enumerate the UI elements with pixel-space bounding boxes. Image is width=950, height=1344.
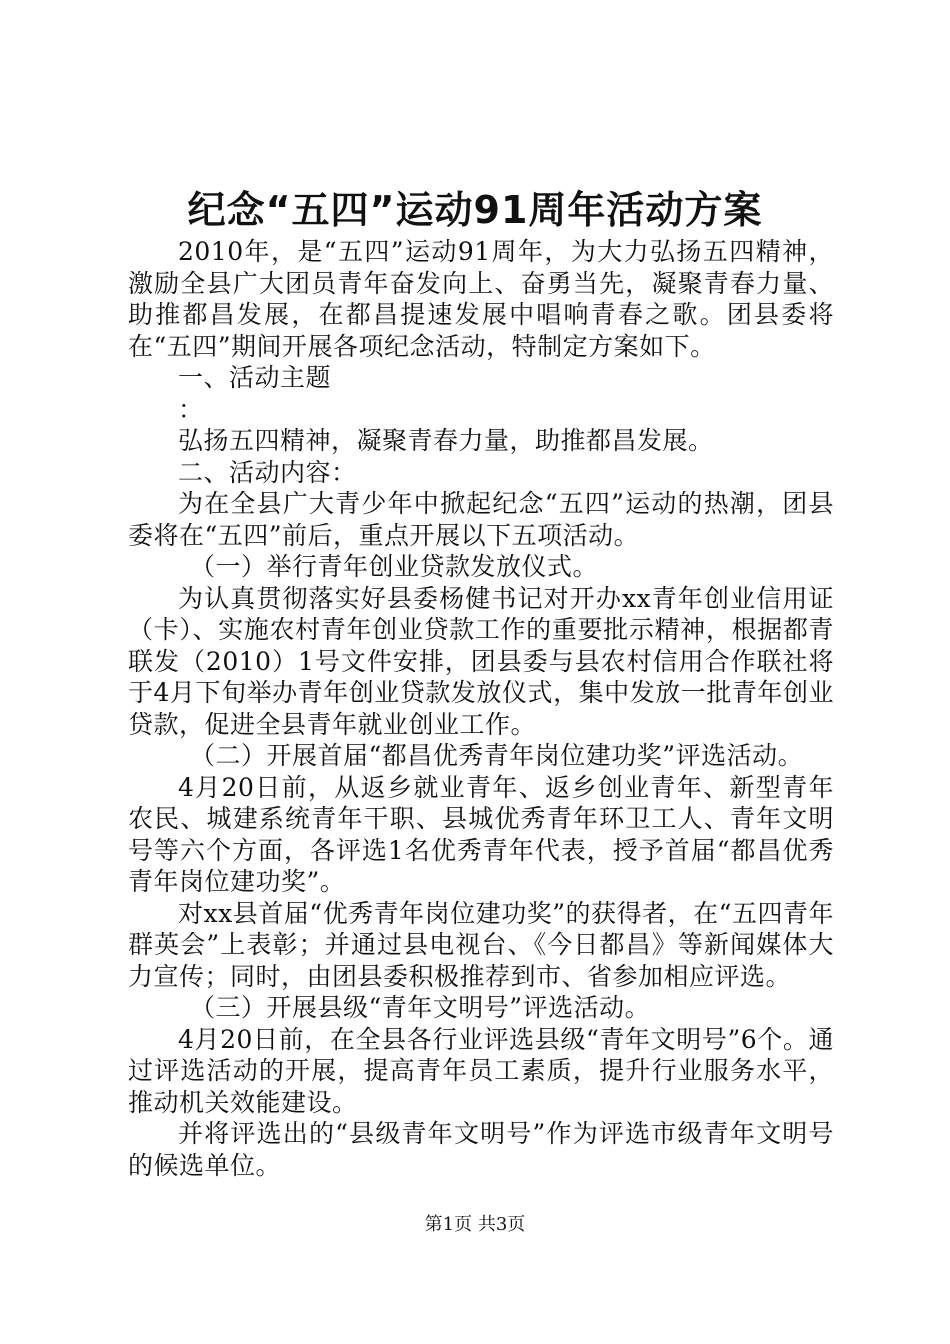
paragraph-civilized-candidates: 并将评选出的“县级青年文明号”作为评选市级青年文明号的候选单位。 — [128, 1119, 834, 1180]
document-body — [128, 236, 834, 1181]
subheading-civilized-unit: （三）开展县级“青年文明号”评选活动。 — [190, 993, 651, 1022]
paragraph-content-intro: 为在全县广大青少年中掀起纪念“五四”运动的热潮，团县委将在“五四”前后，重点开展以下五项活动。 — [128, 489, 834, 550]
paragraph-theme: 弘扬五四精神，凝聚青春力量，助推都昌发展。 — [178, 426, 714, 455]
section-heading-content: 二、活动内容： — [178, 457, 357, 487]
paragraph-loan-ceremony: 为认真贯彻落实好县委杨健书记对开办xx青年创业信用证（卡）、实施农村青年创业贷款工作的重要批示精神，根据都青联发（2010）1号文件安排，团县委与县农村信用合作联社将于4月下旬举办青年创业贷款发放仪式，集中发放一批青年创业贷款，促进全县青年就业创业工作。 — [128, 583, 834, 739]
paragraph-intro: 2010年，是“五四”运动91周年，为大力弘扬五四精神，激励全县广大团员青年奋发向上、奋勇当先，凝聚青春力量、助推都昌发展，在都昌提速发展中唱响青春之歌。团县委将在“五四”期间开展各项纪念活动，特制定方案如下。 — [128, 237, 834, 361]
paragraph-award-selection: 4月20日前，从返乡就业青年、返乡创业青年、新型青年农民、城建系统青年干职、县城优秀青年环卫工人、青年文明号等六个方面，各评选1名优秀青年代表，授予首届“都昌优秀青年岗位建功奖”。 — [128, 772, 834, 896]
paragraph-colon: ： — [178, 394, 204, 424]
subheading-loan-ceremony: （一）举行青年创业贷款发放仪式。 — [190, 552, 599, 581]
subheading-award: （二）开展首届“都昌优秀青年岗位建功奖”评选活动。 — [190, 741, 804, 770]
paragraph-civilized-selection: 4月20日前，在全县各行业评选县级“青年文明号”6个。通过评选活动的开展，提高青年员工素质，提升行业服务水平，推动机关效能建设。 — [128, 1024, 834, 1117]
section-heading-theme: 一、活动主题 — [178, 363, 332, 392]
document-title: 纪念“五四”运动91周年活动方案 — [187, 188, 763, 232]
paragraph-award-commendation: 对xx县首届“优秀青年岗位建功奖”的获得者，在“五四青年群英会”上表彰；并通过县电视台、《今日都昌》等新闻媒体大力宣传；同时，由团县委积极推荐到市、省参加相应评选。 — [128, 898, 834, 991]
page-footer: 第1页 共3页 — [424, 1214, 526, 1235]
